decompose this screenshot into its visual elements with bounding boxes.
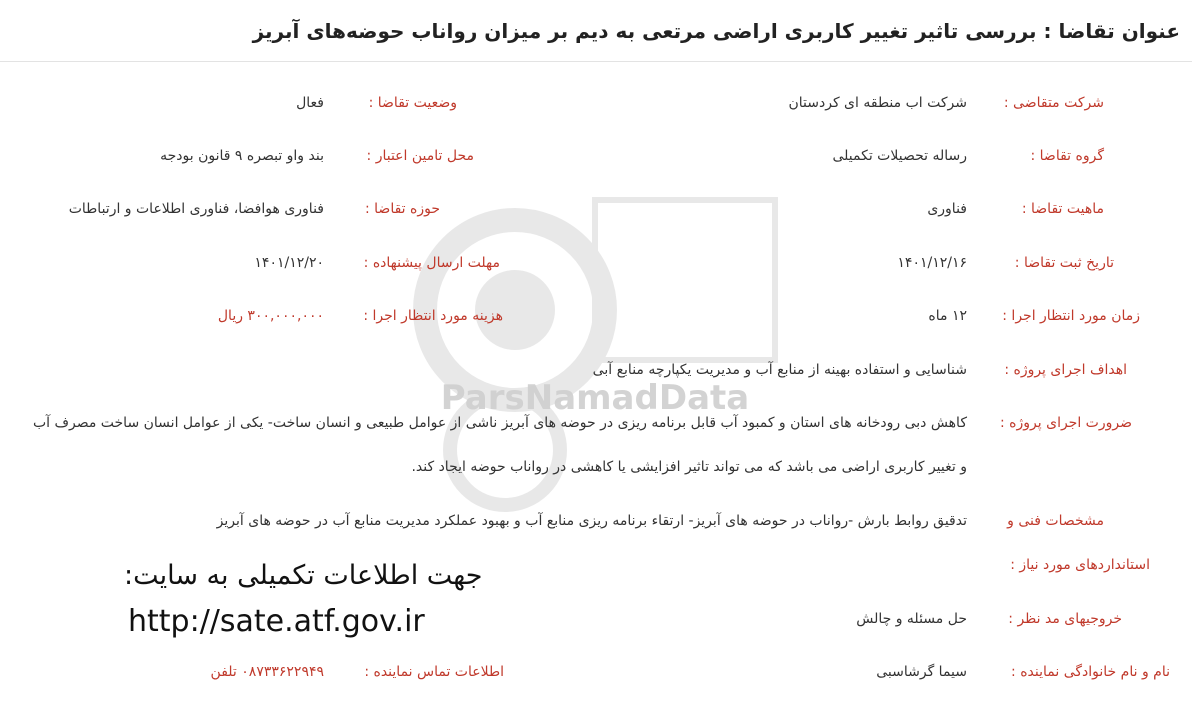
- page-title: عنوان تقاضا : بررسی تاثیر تغییر کاربری اراضی مرتعی به دیم بر میزان رواناب حوضه‌های آبریز: [0, 0, 1192, 62]
- nature-value: فناوری: [927, 201, 967, 217]
- funding-value: بند واو تبصره ۹ قانون بودجه: [160, 148, 324, 164]
- goals-value: شناسایی و استفاده بهینه از منابع آب و مدیریت یکپارچه منابع آبی: [592, 362, 967, 378]
- applicant-label: شرکت متقاضی :: [1003, 95, 1104, 111]
- watermark-brand: ParsNamadData: [440, 378, 750, 418]
- group-value: رساله تحصیلات تکمیلی: [832, 148, 967, 164]
- rep-name-label: نام و نام خانوادگی نماینده :: [1011, 664, 1170, 680]
- duration-value: ۱۲ ماه: [928, 308, 967, 324]
- duration-label: زمان مورد انتظار اجرا :: [1002, 308, 1140, 324]
- cost-value: ۳۰۰,۰۰۰,۰۰۰ ریال: [217, 308, 324, 324]
- group-label: گروه تقاضا :: [1030, 148, 1104, 164]
- necessity-value: کاهش دبی رودخانه های استان و کمبود آب قابل برنامه ریزی در حوضه های آبریز ناشی از عوامل طبیعی و انسان ساخت- یکی از عوامل انسان ساخت مصرف آب و تغییر کاربری اراضی می باشد که می تواند تاثیر افزایشی یا کاهشی در رواناب حوضه ایجاد کند.: [32, 415, 967, 475]
- specs-label-line1: مشخصات فنی و: [1007, 513, 1104, 529]
- funding-label: محل تامین اعتبار :: [366, 148, 474, 164]
- deadline-value: ۱۴۰۱/۱۲/۲۰: [254, 255, 324, 271]
- domain-value: فناوری هوافضا، فناوری اطلاعات و ارتباطات: [68, 201, 324, 217]
- outputs-label: خروجیهای مد نظر :: [1008, 611, 1122, 627]
- deadline-label: مهلت ارسال پیشنهاده :: [363, 255, 500, 271]
- status-label: وضعیت تقاضا :: [368, 95, 457, 111]
- rep-contact-label: اطلاعات تماس نماینده :: [364, 664, 504, 680]
- status-value: فعال: [296, 95, 324, 111]
- rep-contact-value: ۰۸۷۳۳۶۲۲۹۴۹ تلفن: [210, 664, 324, 680]
- domain-label: حوزه تقاضا :: [365, 201, 440, 217]
- notice-text: جهت اطلاعات تکمیلی به سایت:: [124, 560, 483, 591]
- reg-date-value: ۱۴۰۱/۱۲/۱۶: [897, 255, 967, 271]
- specs-value: تدقیق روابط بارش -رواناب در حوضه های آبریز- ارتقاء برنامه ریزی منابع آب و بهبود عملکرد مدیریت منابع آب در حوضه های آبریز: [216, 513, 967, 529]
- specs-label-line2: استانداردهای مورد نیاز :: [1010, 557, 1150, 573]
- notice-url[interactable]: http://sate.atf.gov.ir: [128, 604, 425, 639]
- goals-label: اهداف اجرای پروژه :: [1004, 362, 1127, 378]
- necessity-label: ضرورت اجرای پروژه :: [1000, 415, 1132, 431]
- nature-label: ماهیت تقاضا :: [1021, 201, 1104, 217]
- rep-name-value: سیما گرشاسبی: [876, 664, 967, 680]
- reg-date-label: تاریخ ثبت تقاضا :: [1014, 255, 1114, 271]
- applicant-value: شرکت اب منطقه ای کردستان: [788, 95, 967, 111]
- outputs-value: حل مسئله و چالش: [856, 611, 967, 627]
- cost-label: هزینه مورد انتظار اجرا :: [363, 308, 503, 324]
